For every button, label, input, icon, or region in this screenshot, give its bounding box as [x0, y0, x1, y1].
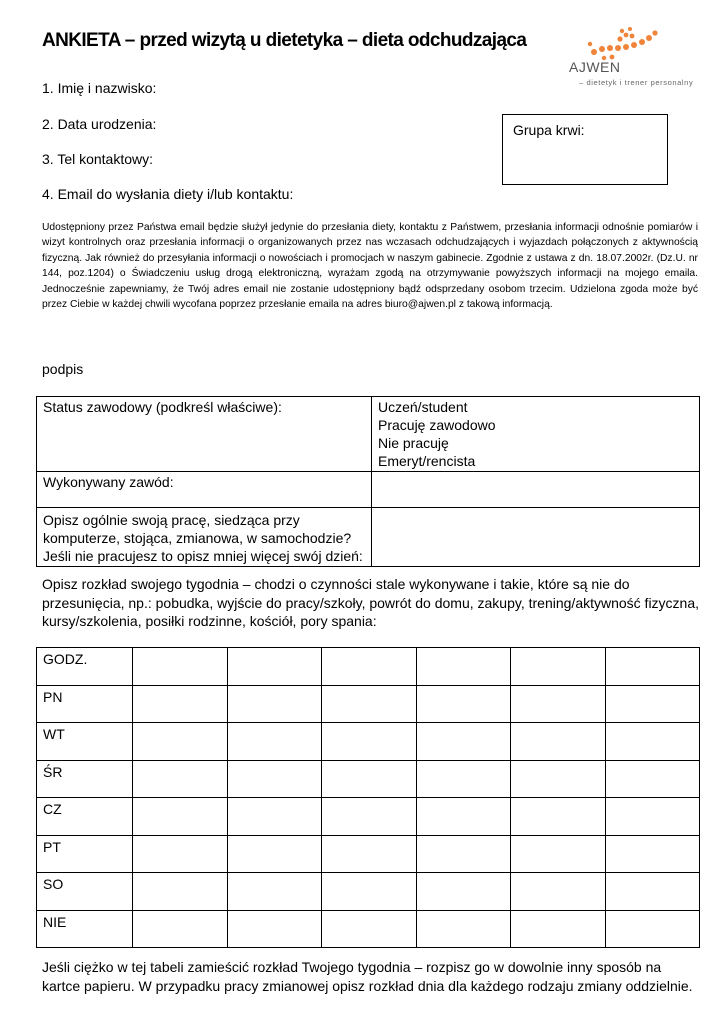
signature-label: podpis — [42, 361, 84, 377]
day-label-cell: CZ — [37, 798, 133, 836]
schedule-cell[interactable] — [511, 760, 606, 798]
status-option[interactable]: Pracuję zawodowo — [378, 417, 496, 433]
week-schedule-table — [36, 647, 700, 948]
status-option[interactable]: Uczeń/student — [378, 399, 468, 415]
day-label-cell: NIE — [37, 910, 133, 948]
schedule-cell[interactable] — [511, 910, 606, 948]
occupation-label: Wykonywany zawód: — [43, 474, 174, 490]
schedule-cell[interactable] — [227, 910, 322, 948]
schedule-cell[interactable] — [322, 798, 417, 836]
schedule-cell[interactable] — [227, 798, 322, 836]
privacy-notice: Udostępniony przez Państwa email będzie służył jedynie do przesłania diety, kontaktu z Państwem, przesłania informacji odnośnie pomiarów i wizyt kontrolnych oraz przesłania informacji o organizowanych przez nas wczasach odchudzających i wyjazdach połączonych z aktywnością fizyczną. Jak również do przesyłania informacji o nowościach i promocjach w naszym gabinecie. Zgodnie z ustawa z dn. 18.07.2002r. (Dz.U. nr 144, poz.1204) o Świadczeniu usług drogą elektroniczną, wyrażam zgodą na otrzymywanie powyższych informacji na mojego emaila. Jednocześnie zapewniamy, że Twój adres email nie zostanie udostępniony bądź odsprzedany osobom trzecim. Udzielona zgoda może być przez Ciebie w każdej chwili wycofana poprzez przesłanie emaila na adres biuro@ajwen.pl z takową informacją. — [42, 222, 698, 311]
logo-tagline: – dietetyk i trener personalny — [579, 78, 694, 87]
schedule-cell[interactable] — [605, 835, 700, 873]
schedule-cell[interactable] — [322, 760, 417, 798]
status-option[interactable]: Emeryt/rencista — [378, 453, 476, 469]
schedule-cell[interactable] — [416, 760, 511, 798]
occupation-input-cell[interactable] — [372, 472, 700, 508]
schedule-cell[interactable] — [511, 685, 606, 723]
schedule-cell[interactable] — [605, 873, 700, 911]
name-field-label: 1. Imię i nazwisko: — [42, 80, 157, 96]
schedule-cell[interactable] — [322, 910, 417, 948]
schedule-cell[interactable] — [227, 873, 322, 911]
schedule-cell[interactable] — [605, 798, 700, 836]
schedule-cell[interactable] — [322, 723, 417, 761]
info-table — [36, 396, 700, 567]
day-label-cell: ŚR — [37, 760, 133, 798]
schedule-cell[interactable] — [133, 648, 228, 686]
schedule-cell[interactable] — [322, 685, 417, 723]
work-description-input-cell[interactable] — [372, 508, 700, 567]
schedule-cell[interactable] — [322, 648, 417, 686]
schedule-cell[interactable] — [416, 873, 511, 911]
table-row — [37, 760, 700, 798]
schedule-cell[interactable] — [511, 798, 606, 836]
schedule-cell[interactable] — [416, 723, 511, 761]
table-row — [37, 798, 700, 836]
logo-name: AJWEN — [569, 59, 621, 75]
schedule-cell[interactable] — [511, 648, 606, 686]
blood-group-label: Grupa krwi: — [513, 122, 585, 138]
occupation-label-cell — [37, 472, 372, 508]
status-label-cell — [37, 397, 372, 472]
day-label-cell: SO — [37, 873, 133, 911]
schedule-cell[interactable] — [227, 648, 322, 686]
schedule-cell[interactable] — [133, 685, 228, 723]
schedule-cell[interactable] — [322, 835, 417, 873]
day-label-cell: GODZ. — [37, 648, 133, 686]
footer-note: Jeśli ciężko w tej tabeli zamieścić rozkład Twojego tygodnia – rozpisz go w dowolnie inny sposób na kartce papieru. W przypadku pracy zmianowej opisz rozkład dnia dla każdego rodzaju zmiany oddzielnie. — [42, 959, 693, 994]
table-row — [37, 723, 700, 761]
schedule-cell[interactable] — [133, 873, 228, 911]
schedule-cell[interactable] — [133, 910, 228, 948]
work-description-label-cell — [37, 508, 372, 567]
table-row — [37, 873, 700, 911]
schedule-cell[interactable] — [227, 723, 322, 761]
schedule-cell[interactable] — [227, 685, 322, 723]
schedule-cell[interactable] — [416, 648, 511, 686]
schedule-cell[interactable] — [416, 835, 511, 873]
week-intro-text: Opisz rozkład swojego tygodnia – chodzi o czynności stale wykonywane i takie, które są nie do przesunięcia, np.: pobudka, wyjście do pracy/szkoły, powrót do domu, zakupy, trening/aktywność fizyczna, kursy/szkolenia, posiłki rodzinne, kościół, pory spania: — [42, 576, 700, 629]
schedule-cell[interactable] — [133, 798, 228, 836]
email-field-label: 4. Email do wysłania diety i/lub kontaktu: — [42, 186, 294, 202]
day-label-cell: WT — [37, 723, 133, 761]
schedule-cell[interactable] — [133, 760, 228, 798]
table-row — [37, 685, 700, 723]
page-title: ANKIETA – przed wizytą u dietetyka – dieta odchudzająca — [42, 30, 527, 51]
blood-group-box[interactable] — [502, 114, 668, 185]
schedule-cell[interactable] — [511, 723, 606, 761]
schedule-cell[interactable] — [605, 910, 700, 948]
table-row — [37, 835, 700, 873]
schedule-cell[interactable] — [133, 723, 228, 761]
schedule-cell[interactable] — [227, 760, 322, 798]
schedule-cell[interactable] — [322, 873, 417, 911]
phone-field-label: 3. Tel kontaktowy: — [42, 151, 154, 167]
schedule-cell[interactable] — [605, 648, 700, 686]
schedule-cell[interactable] — [416, 798, 511, 836]
schedule-cell[interactable] — [605, 685, 700, 723]
schedule-cell[interactable] — [605, 760, 700, 798]
table-row — [37, 648, 700, 686]
schedule-cell[interactable] — [416, 910, 511, 948]
status-option[interactable]: Nie pracuję — [378, 435, 449, 451]
schedule-cell[interactable] — [605, 723, 700, 761]
schedule-cell[interactable] — [511, 873, 606, 911]
schedule-cell[interactable] — [227, 835, 322, 873]
day-label-cell: PN — [37, 685, 133, 723]
table-row — [37, 910, 700, 948]
schedule-cell[interactable] — [133, 835, 228, 873]
day-label-cell: PT — [37, 835, 133, 873]
work-description-label: Opisz ogólnie swoją pracę, siedząca przy komputerze, stojąca, zmianowa, w samochodzie? Jeśli nie pracujesz to opisz mniej więcej swój dzień: — [43, 512, 363, 564]
status-options-cell — [372, 397, 700, 472]
birth-date-field-label: 2. Data urodzenia: — [42, 116, 157, 132]
status-label: Status zawodowy (podkreśl właściwe): — [43, 399, 282, 415]
schedule-cell[interactable] — [511, 835, 606, 873]
schedule-cell[interactable] — [416, 685, 511, 723]
